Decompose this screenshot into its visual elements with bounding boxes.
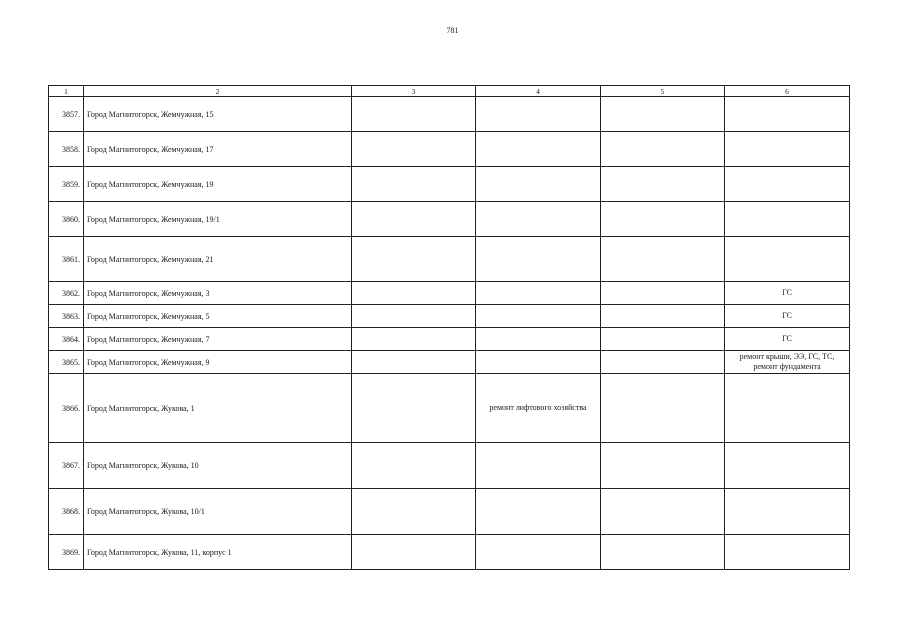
data-table — [48, 85, 850, 570]
row-col-4 — [476, 237, 601, 282]
row-col-5 — [601, 202, 725, 237]
row-address: Город Магнитогорск, Жукова, 10 — [84, 443, 352, 489]
row-number: 3860. — [49, 202, 84, 237]
row-col-5 — [601, 328, 725, 351]
row-col-5 — [601, 97, 725, 132]
row-number: 3862. — [49, 282, 84, 305]
row-col-5 — [601, 237, 725, 282]
header-col-4: 4 — [476, 86, 601, 97]
row-col-3 — [352, 305, 476, 328]
row-col-4: ремонт лифтового хозяйства — [476, 374, 601, 443]
row-col-5 — [601, 535, 725, 570]
row-col-3 — [352, 374, 476, 443]
row-col-3 — [352, 167, 476, 202]
row-col-3 — [352, 202, 476, 237]
row-address: Город Магнитогорск, Жемчужная, 7 — [84, 328, 352, 351]
row-col-4 — [476, 282, 601, 305]
row-col-5 — [601, 443, 725, 489]
row-col-3 — [352, 489, 476, 535]
row-col-5 — [601, 132, 725, 167]
row-col-6 — [725, 489, 850, 535]
row-col-3 — [352, 328, 476, 351]
row-col-5 — [601, 351, 725, 374]
row-col-6 — [725, 374, 850, 443]
table-row — [49, 202, 850, 237]
row-col-6: ГС — [725, 305, 850, 328]
row-col-4 — [476, 305, 601, 328]
table-row — [49, 374, 850, 443]
row-number: 3863. — [49, 305, 84, 328]
row-number: 3868. — [49, 489, 84, 535]
row-col-4 — [476, 202, 601, 237]
row-col-6: ГС — [725, 328, 850, 351]
row-address: Город Магнитогорск, Жукова, 1 — [84, 374, 352, 443]
row-col-4 — [476, 489, 601, 535]
row-address: Город Магнитогорск, Жемчужная, 19 — [84, 167, 352, 202]
table-row — [49, 132, 850, 167]
row-address: Город Магнитогорск, Жемчужная, 5 — [84, 305, 352, 328]
row-number: 3858. — [49, 132, 84, 167]
row-col-5 — [601, 374, 725, 443]
row-col-6 — [725, 202, 850, 237]
table-row — [49, 97, 850, 132]
table-row — [49, 305, 850, 328]
row-col-4 — [476, 167, 601, 202]
row-address: Город Магнитогорск, Жемчужная, 17 — [84, 132, 352, 167]
row-col-4 — [476, 351, 601, 374]
row-number: 3869. — [49, 535, 84, 570]
row-col-3 — [352, 443, 476, 489]
row-col-5 — [601, 282, 725, 305]
row-number: 3857. — [49, 97, 84, 132]
row-col-3 — [352, 132, 476, 167]
row-col-5 — [601, 167, 725, 202]
row-address: Город Магнитогорск, Жукова, 10/1 — [84, 489, 352, 535]
row-col-6 — [725, 97, 850, 132]
row-col-6: ремонт крыши, ЭЭ, ГС, ТС, ремонт фундамента — [725, 351, 850, 374]
row-number: 3864. — [49, 328, 84, 351]
row-col-6 — [725, 443, 850, 489]
header-col-2: 2 — [84, 86, 352, 97]
row-col-4 — [476, 535, 601, 570]
row-address: Город Магнитогорск, Жемчужная, 9 — [84, 351, 352, 374]
header-col-1: 1 — [49, 86, 84, 97]
row-address: Город Магнитогорск, Жемчужная, 21 — [84, 237, 352, 282]
row-address: Город Магнитогорск, Жемчужная, 19/1 — [84, 202, 352, 237]
row-col-6 — [725, 237, 850, 282]
row-col-6 — [725, 535, 850, 570]
table-row — [49, 535, 850, 570]
row-col-4 — [476, 97, 601, 132]
table-row — [49, 237, 850, 282]
page-number: 781 — [446, 26, 459, 35]
row-col-4 — [476, 443, 601, 489]
row-col-4 — [476, 132, 601, 167]
row-col-5 — [601, 305, 725, 328]
table-row — [49, 351, 850, 374]
row-address: Город Магнитогорск, Жемчужная, 15 — [84, 97, 352, 132]
row-address: Город Магнитогорск, Жукова, 11, корпус 1 — [84, 535, 352, 570]
row-col-3 — [352, 535, 476, 570]
header-col-5: 5 — [601, 86, 725, 97]
table-row — [49, 443, 850, 489]
row-col-5 — [601, 489, 725, 535]
row-address: Город Магнитогорск, Жемчужная, 3 — [84, 282, 352, 305]
table-row — [49, 328, 850, 351]
row-col-4 — [476, 328, 601, 351]
table-row — [49, 489, 850, 535]
row-col-3 — [352, 351, 476, 374]
row-number: 3859. — [49, 167, 84, 202]
row-col-6 — [725, 132, 850, 167]
table-row — [49, 167, 850, 202]
header-col-6: 6 — [725, 86, 850, 97]
table-row — [49, 282, 850, 305]
row-col-6 — [725, 167, 850, 202]
row-number: 3861. — [49, 237, 84, 282]
row-col-3 — [352, 282, 476, 305]
header-col-3: 3 — [352, 86, 476, 97]
row-col-6: ГС — [725, 282, 850, 305]
row-col-3 — [352, 237, 476, 282]
header-row — [49, 86, 850, 97]
row-number: 3867. — [49, 443, 84, 489]
row-col-3 — [352, 97, 476, 132]
row-number: 3865. — [49, 351, 84, 374]
row-number: 3866. — [49, 374, 84, 443]
